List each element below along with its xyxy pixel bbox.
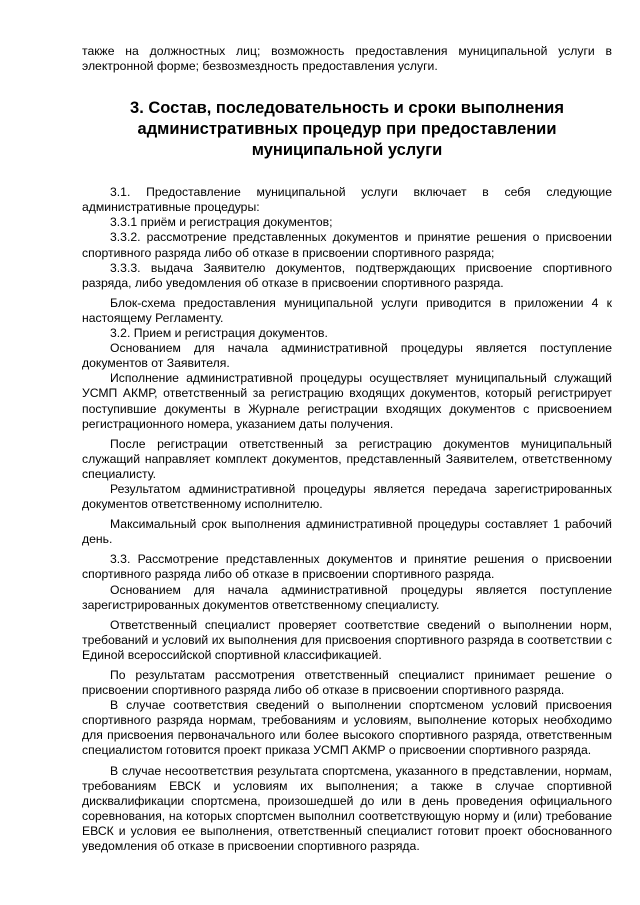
paragraph-flowchart: Блок-схема предоставления муниципальной услуги приводится в приложении 4 к настоящему Регламенту.	[82, 295, 612, 325]
paragraph-3-3: 3.3. Рассмотрение представленных документов и принятие решения о присвоении спортивного разряда либо об отказе в присвоении спортивного разряда.	[82, 552, 612, 582]
paragraph-3-1: 3.1. Предоставление муниципальной услуги включает в себя следующие административные процедуры:	[82, 185, 612, 215]
paragraph-after-registration: После регистрации ответственный за регистрацию документов муниципальный служащий направляет комплект документов, представленный Заявителем, ответственному специалисту.	[82, 436, 612, 481]
paragraph-3-2: 3.2. Прием и регистрация документов.	[110, 326, 328, 341]
paragraph-compliance: В случае соответствия сведений о выполнении спортсменом условий присвоения спортивного разряда нормам, требованиям и условиям, выполнение которых необходимо для присвоения первоначального или более высокого спортивного разряда, ответственным специалистом готовится проект приказа УСМП АКМР о присвоении спортивного разряда.	[82, 698, 612, 758]
document-page	[82, 44, 612, 854]
intro-paragraph: также на должностных лиц; возможность предоставления муниципальной услуги в электронной форме; безвозмездность предоставления услуги.	[82, 44, 612, 74]
paragraph-basis-2: Основанием для начала административной процедуры является поступление зарегистрированных документов ответственному специалисту.	[82, 582, 612, 612]
paragraph-max-term: Максимальный срок выполнения административной процедуры составляет 1 рабочий день.	[82, 517, 612, 547]
paragraph-3-3-2: 3.3.2. рассмотрение представленных документов и принятие решения о присвоении спортивного разряда либо об отказе в присвоении спортивного разряда;	[82, 230, 612, 260]
paragraph-execution: Исполнение административной процедуры осуществляет муниципальный служащий УСМП АКМР, ответственный за регистрацию входящих документов, который регистрирует поступившие документы в Журнале регистрации входящих документов с присвоением регистрационного номера, указанием даты получения.	[82, 371, 612, 431]
section-title: 3. Состав, последовательность и сроки выполнения административных процедур при предоставлении муниципальной услуги	[130, 99, 564, 160]
paragraph-decision: По результатам рассмотрения ответственный специалист принимает решение о присвоении спортивного разряда либо об отказе в присвоении спортивного разряда.	[82, 668, 612, 698]
paragraph-3-3-3: 3.3.3. выдача Заявителю документов, подтверждающих присвоение спортивного разряда, либо уведомления об отказе в присвоении спортивного разряда.	[82, 260, 612, 290]
paragraph-check: Ответственный специалист проверяет соответствие сведений о выполнении норм, требований и условий их выполнения для присвоения спортивного разряда в соответствии с Единой всероссийской спортивной классификацией.	[82, 617, 612, 662]
paragraph-result: Результатом административной процедуры является передача зарегистрированных документов ответственному исполнителю.	[82, 481, 612, 512]
paragraph-noncompliance: В случае несоответствия результата спортсмена, указанного в представлении, нормам, требованиям ЕВСК и условиям их выполнения; а также в случае спортивной дисквалификации спортсмена, произошедшей до или в день проведения официального соревнования, на которых спортсмен выполнил соответствующую норму и (или) требование ЕВСК и условия ее выполнения, ответственный специалист готовит проект обоснованного уведомления об отказе в присвоении спортивного разряда.	[82, 763, 612, 854]
paragraph-basis-1: Основанием для начала административной процедуры является поступление документов от Заявителя.	[82, 341, 612, 371]
paragraph-3-3-1: 3.3.1 приём и регистрация документов;	[110, 215, 333, 230]
